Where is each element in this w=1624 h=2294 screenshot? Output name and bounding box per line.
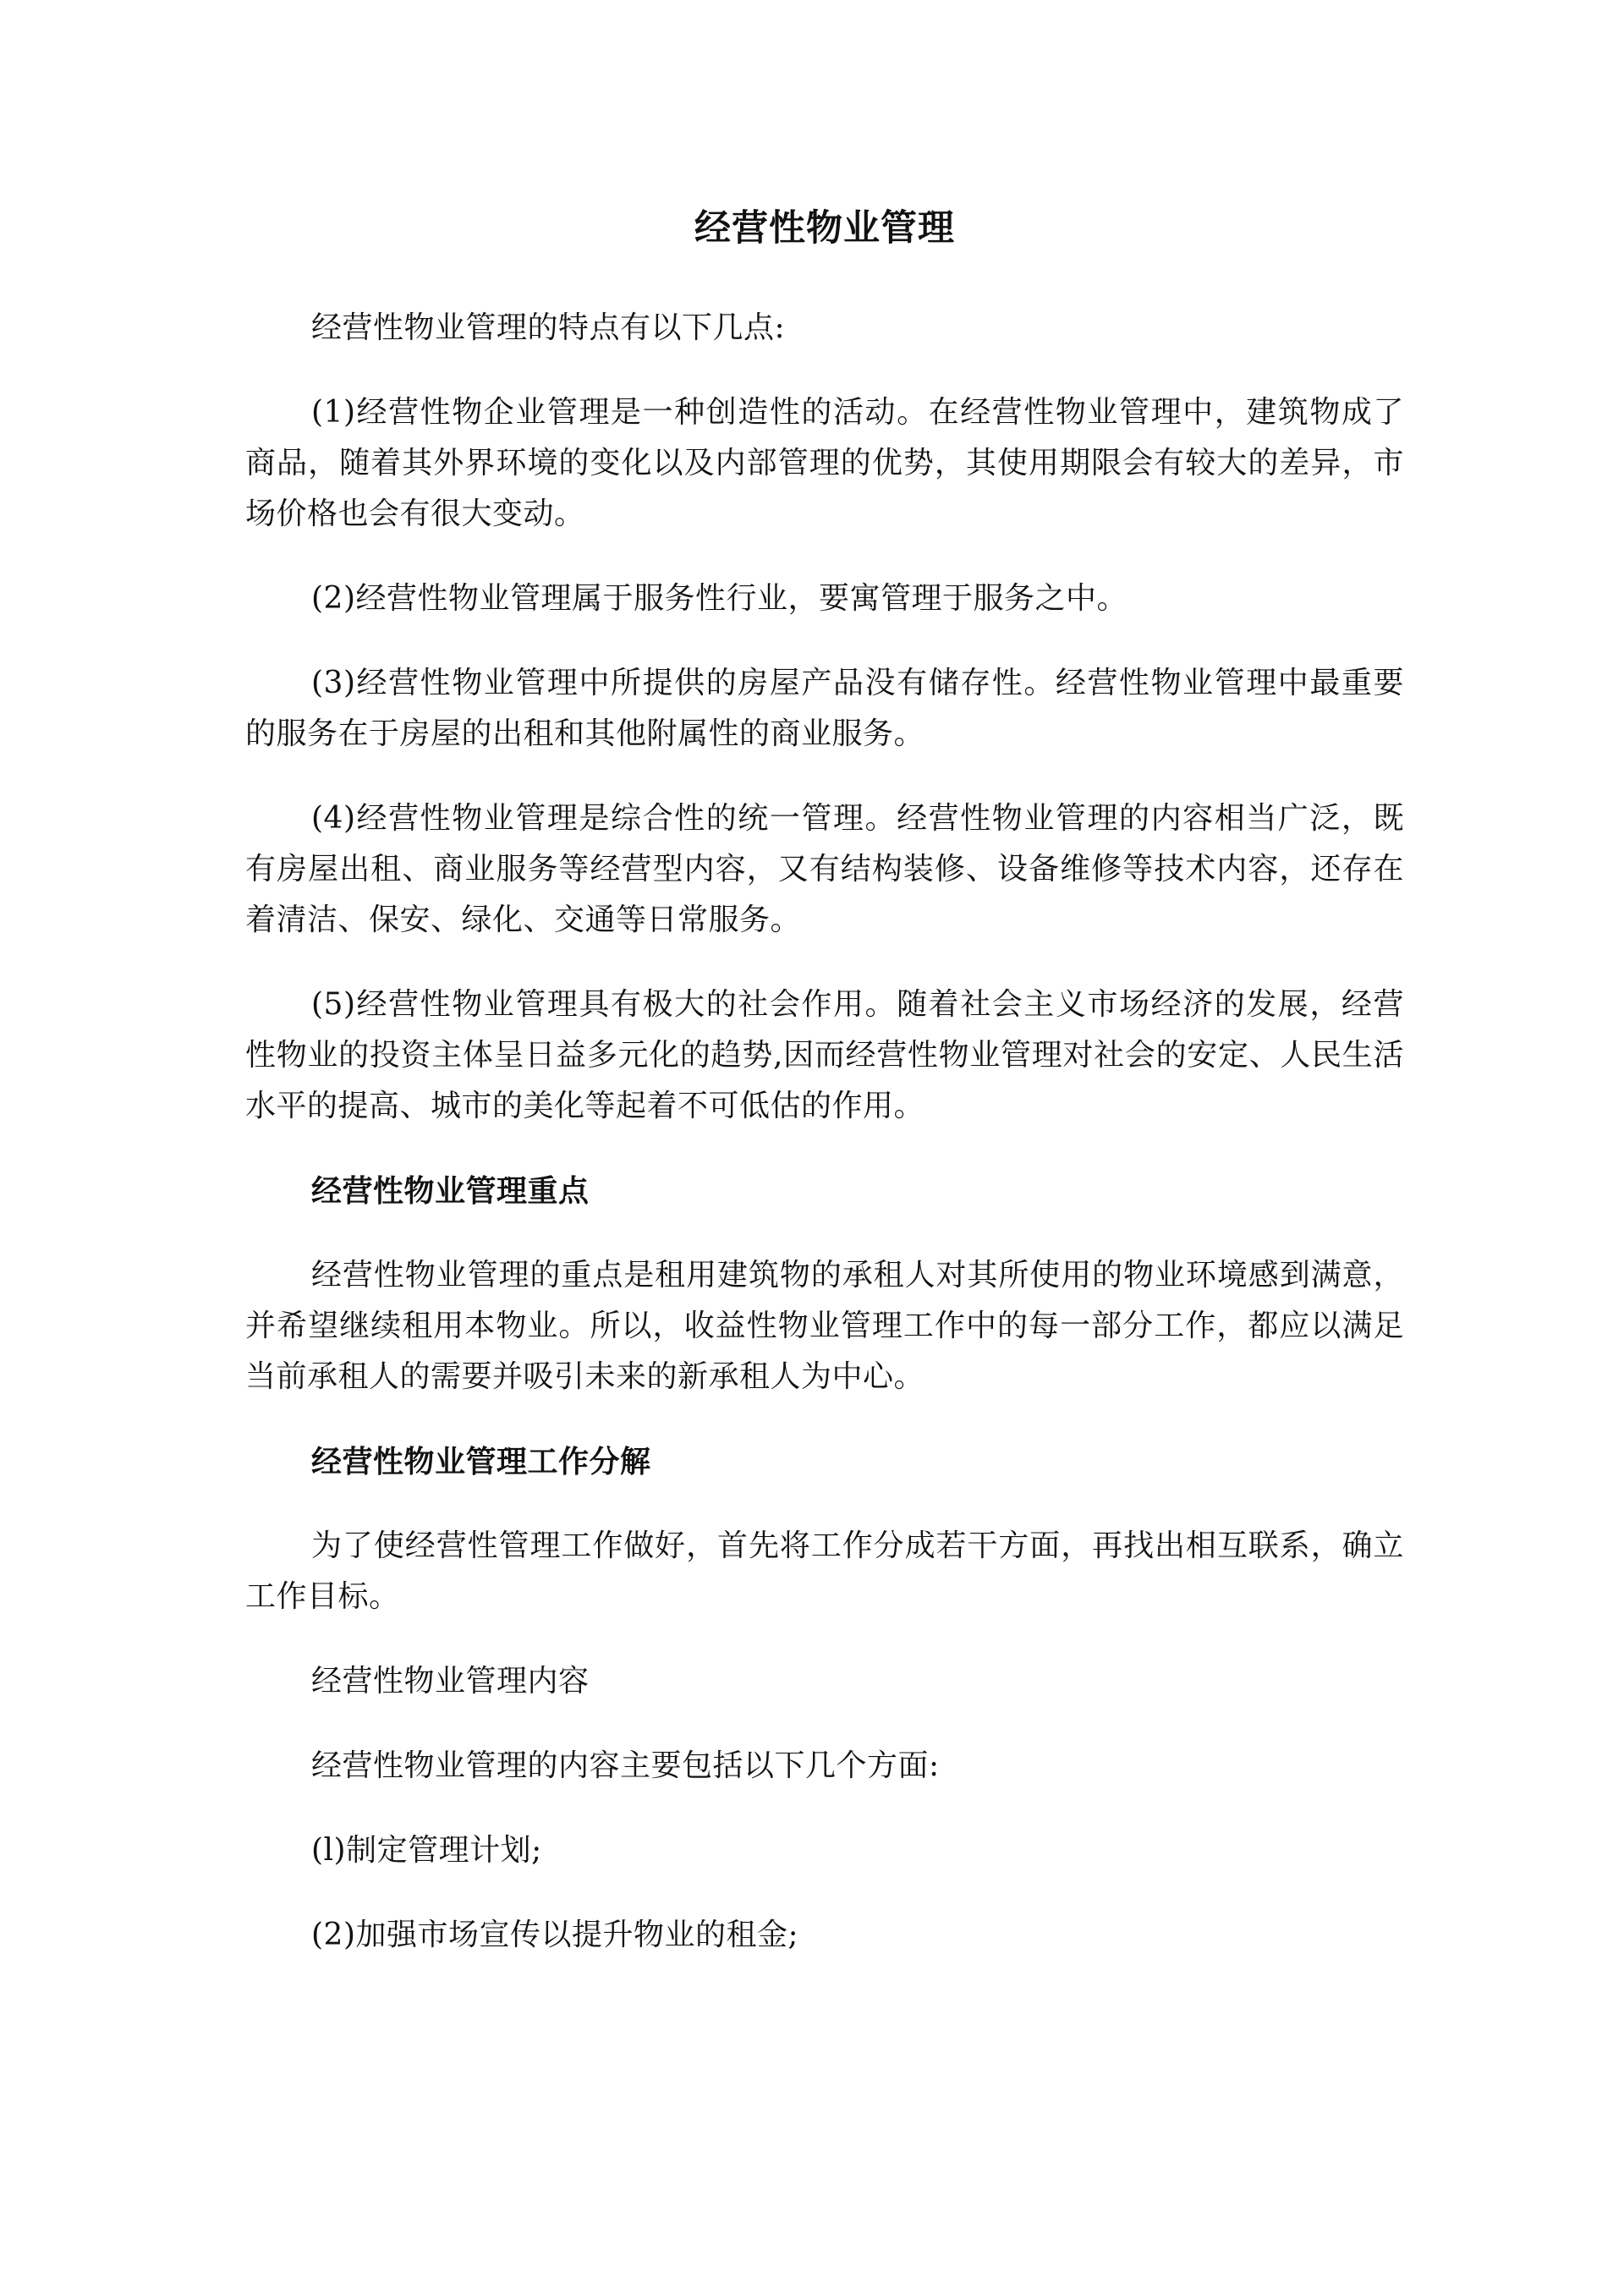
breakdown-paragraph: 为了使经营性管理工作做好，首先将工作分成若干方面，再找出相互联系，确立工作目标。	[245, 1528, 1404, 1614]
section-heading-focus: 经营性物业管理重点	[311, 1173, 590, 1209]
content-item-2: (2)加强市场宣传以提升物业的租金;	[311, 1918, 799, 1952]
content-intro-paragraph: 经营性物业管理的内容主要包括以下几个方面:	[311, 1748, 940, 1783]
feature-1-paragraph: (1)经营性物企业管理是一种创造性的活动。在经营性物业管理中，建筑物成了商品，随着其外界环境的变化以及内部管理的优势，其使用期限会有较大的差异，市场价格也会有很大变动。	[245, 395, 1404, 531]
feature-2-paragraph: (2)经营性物业管理属于服务性行业，要寓管理于服务之中。	[311, 581, 1127, 616]
content-item-1: (l)制定管理计划;	[311, 1833, 542, 1868]
focus-paragraph: 经营性物业管理的重点是租用建筑物的承租人对其所使用的物业环境感到满意，并希望继续租用本物业。所以，收益性物业管理工作中的每一部分工作，都应以满足当前承租人的需要并吸引未来的新承租人为中心。	[245, 1258, 1404, 1394]
document-page	[245, 203, 1404, 1995]
intro-paragraph: 经营性物业管理的特点有以下几点:	[311, 310, 786, 345]
feature-3-paragraph: (3)经营性物业管理中所提供的房屋产品没有储存性。经营性物业管理中最重要的服务在于房屋的出租和其他附属性的商业服务。	[245, 666, 1404, 751]
feature-4-paragraph: (4)经营性物业管理是综合性的统一管理。经营性物业管理的内容相当广泛，既有房屋出租、商业服务等经营型内容，又有结构装修、设备维修等技术内容，还存在着清洁、保安、绿化、交通等日常服务。	[245, 801, 1404, 937]
document-title: 经营性物业管理	[694, 207, 955, 250]
section-heading-breakdown: 经营性物业管理工作分解	[311, 1444, 651, 1479]
section-heading-content: 经营性物业管理内容	[311, 1664, 590, 1699]
feature-5-paragraph: (5)经营性物业管理具有极大的社会作用。随着社会主义市场经济的发展，经营性物业的投资主体呈日益多元化的趋势,因而经营性物业管理对社会的安定、人民生活水平的提高、城市的美化等起着不可低估的作用。	[245, 987, 1404, 1123]
